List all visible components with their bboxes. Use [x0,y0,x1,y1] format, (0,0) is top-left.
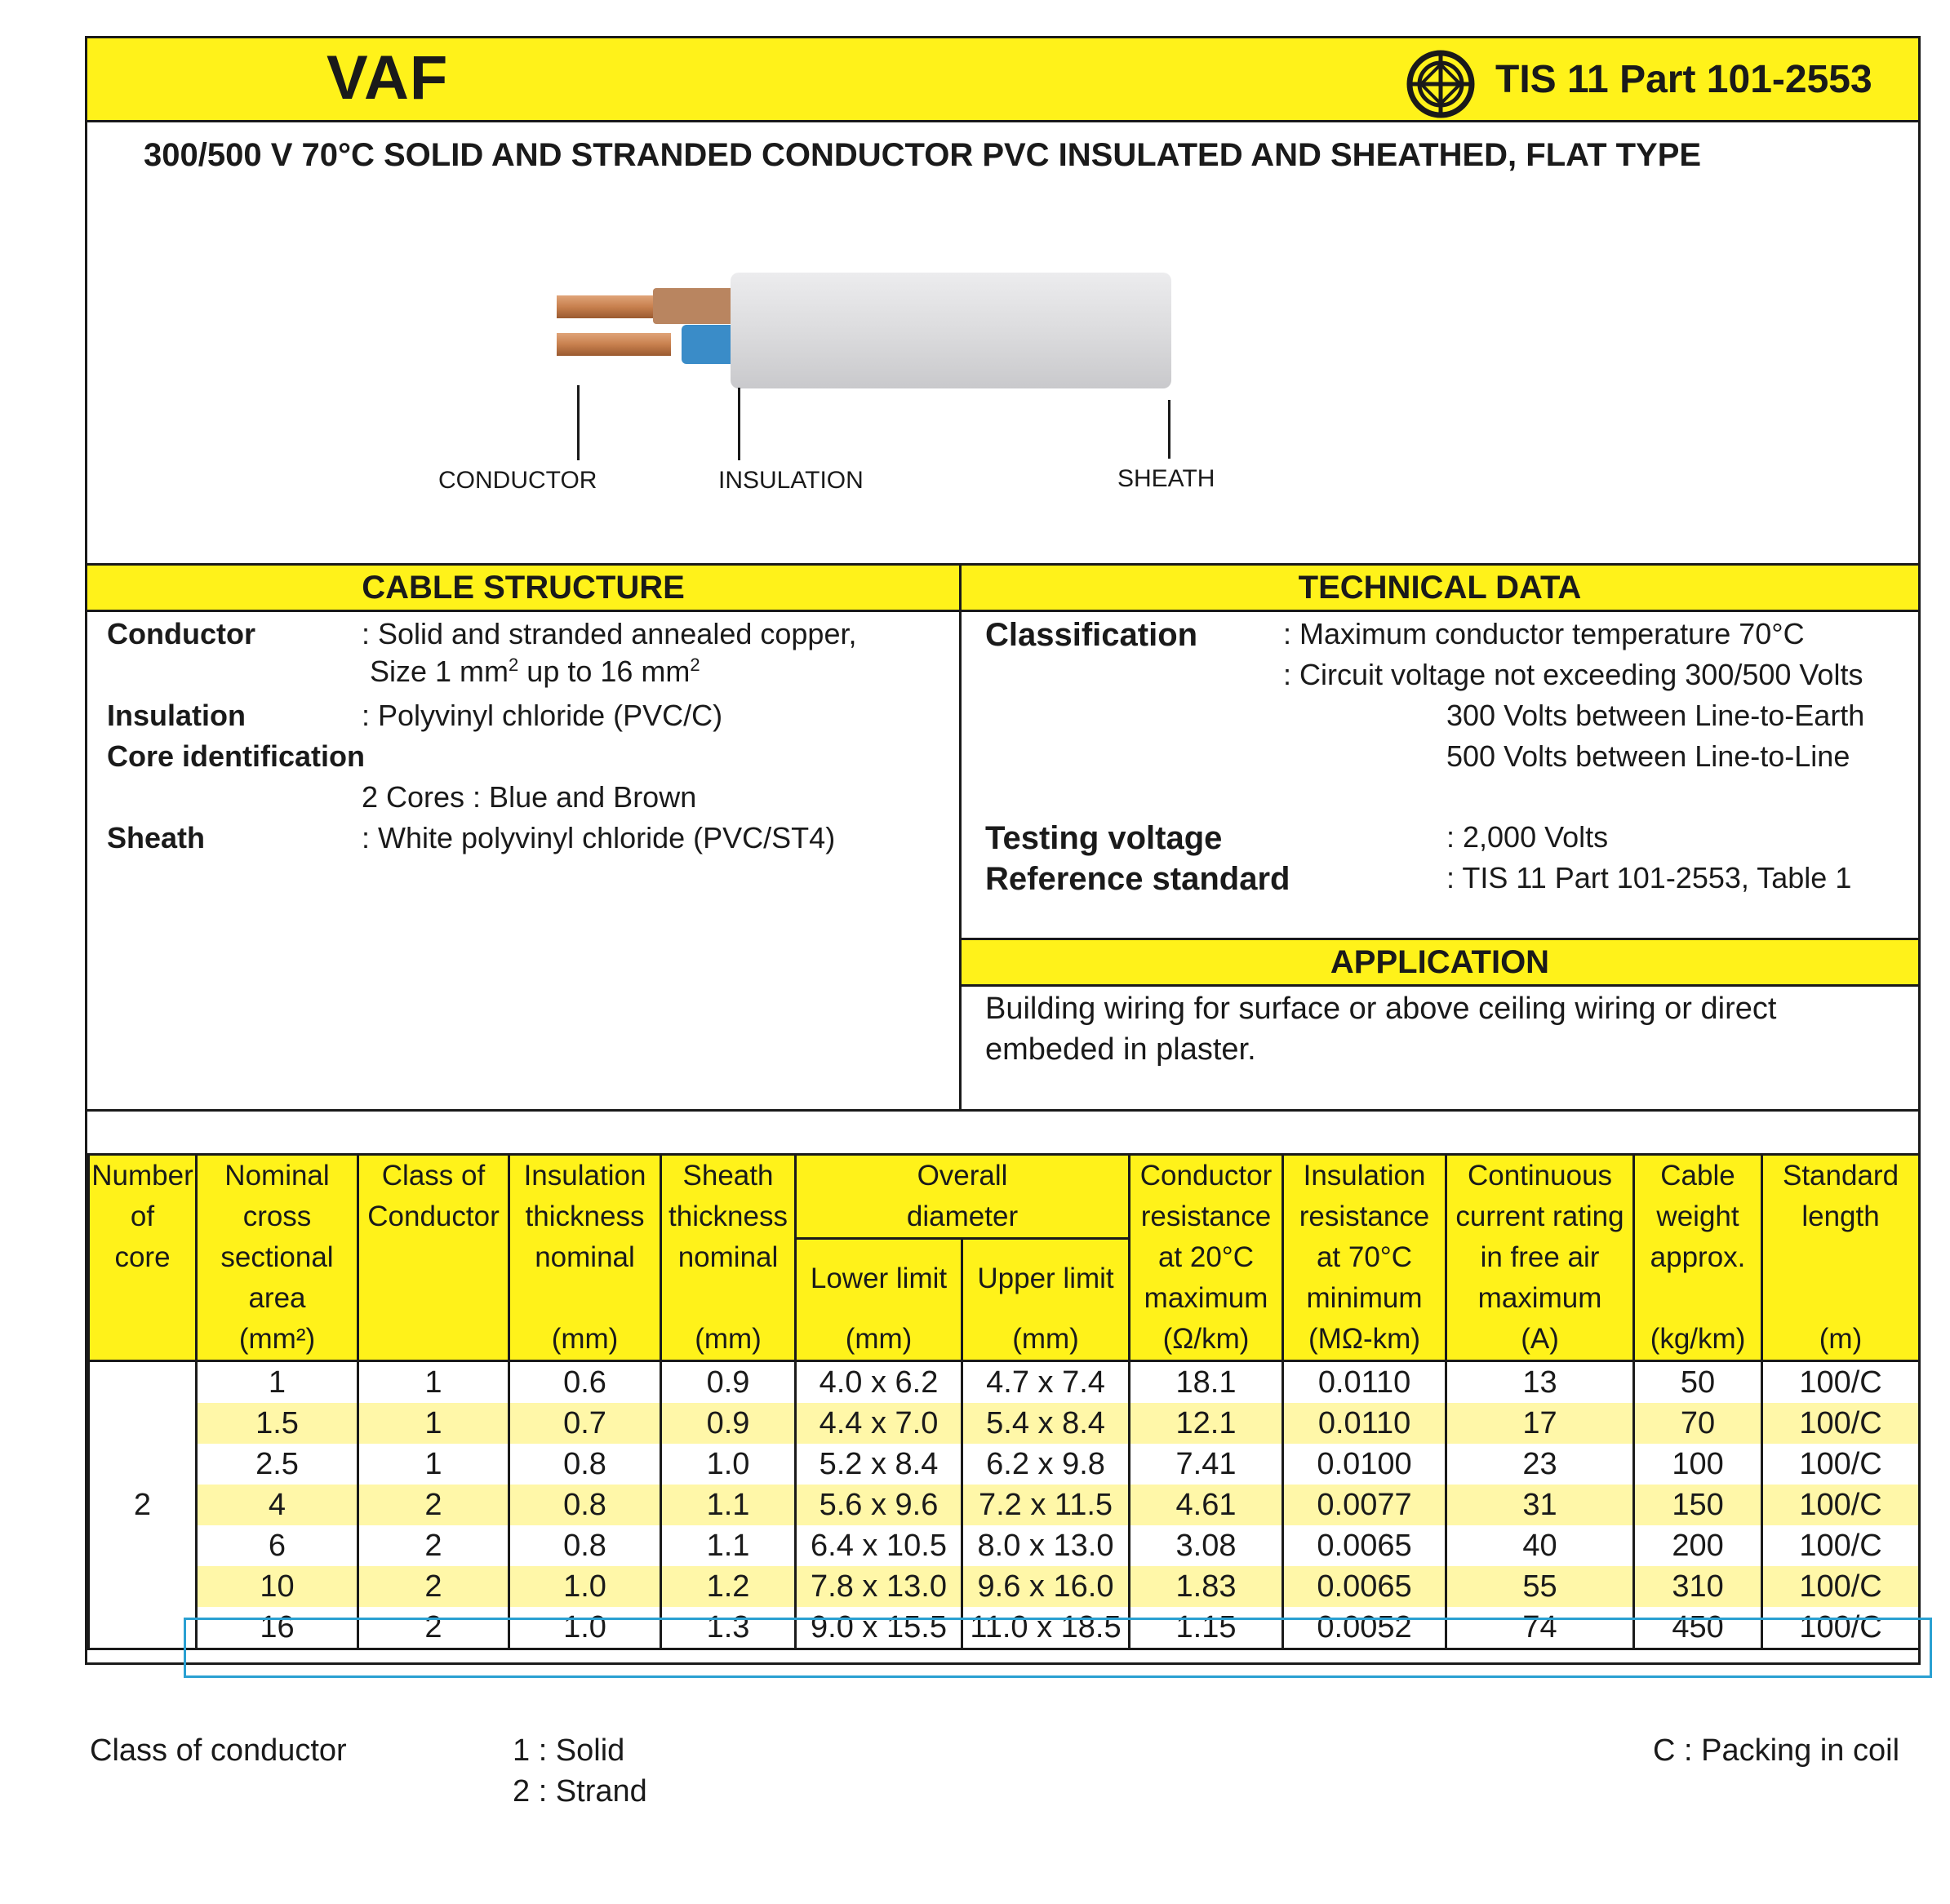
cell-area: 6 [197,1525,358,1566]
header-lower-limit: Lower limit (mm) [796,1239,962,1361]
cell-standard-length: 100/C [1762,1607,1920,1649]
cell-current-rating: 23 [1446,1444,1634,1485]
copper-conductor-bottom [557,333,671,356]
cell-cable-weight: 70 [1634,1403,1762,1444]
table-row [89,1566,1920,1607]
classification-line-3: 300 Volts between Line-to-Earth [1446,699,1865,732]
cell-lower-limit: 5.2 x 8.4 [796,1444,962,1485]
core-identification-label: Core identification [107,739,366,773]
class-of-conductor-label: Class of conductor [90,1733,347,1768]
cell-area: 2.5 [197,1444,358,1485]
class-2-note: 2 : Strand [513,1774,647,1809]
header-area: Nominal cross sectional area (mm²) [197,1155,358,1361]
divider [85,610,1921,612]
classification-label: Classification [985,617,1198,653]
cell-cable-weight: 100 [1634,1444,1762,1485]
cell-area: 10 [197,1566,358,1607]
cell-class: 1 [358,1361,509,1404]
sheath-pointer [1168,400,1170,459]
conductor-field-value: : Solid and stranded annealed copper, [362,617,857,650]
cell-standard-length: 100/C [1762,1525,1920,1566]
header-cores: Number of core [89,1155,197,1361]
table-row [89,1525,1920,1566]
cell-conductor-resistance: 1.83 [1130,1566,1283,1607]
cell-area: 1 [197,1361,358,1404]
header-standard-length: Standard length (m) [1762,1155,1920,1361]
application-line-1: Building wiring for surface or above ceiling wiring or direct [985,992,1777,1026]
cable-illustration [531,253,1469,392]
application-heading: APPLICATION [962,940,1918,984]
cell-insulation-resistance: 0.0077 [1283,1485,1446,1525]
cell-lower-limit: 4.4 x 7.0 [796,1403,962,1444]
cell-insulation-resistance: 0.0110 [1283,1403,1446,1444]
cell-insulation-resistance: 0.0065 [1283,1525,1446,1566]
cell-lower-limit: 9.0 x 15.5 [796,1607,962,1649]
conductor-label: CONDUCTOR [438,467,597,494]
cell-class: 1 [358,1403,509,1444]
cell-conductor-resistance: 1.15 [1130,1607,1283,1649]
cell-insulation-thickness: 0.8 [509,1525,661,1566]
header-cable-weight: Cable weight approx. (kg/km) [1634,1155,1762,1361]
header-class: Class of Conductor [358,1155,509,1361]
header-insulation-thickness: Insulation thickness nominal (mm) [509,1155,661,1361]
table-row [89,1444,1920,1485]
insulation-pointer [738,388,740,460]
cell-upper-limit: 5.4 x 8.4 [962,1403,1130,1444]
core-identification-value: 2 Cores : Blue and Brown [362,780,697,814]
cell-insulation-thickness: 0.8 [509,1485,661,1525]
divider [85,120,1921,122]
class-1-note: 1 : Solid [513,1733,625,1768]
cell-sheath-thickness: 1.3 [661,1607,796,1649]
white-sheath [731,273,1171,388]
cell-current-rating: 40 [1446,1525,1634,1566]
cell-core-count: 2 [89,1361,197,1649]
classification-line-4: 500 Volts between Line-to-Line [1446,739,1850,773]
cell-insulation-resistance: 0.0065 [1283,1566,1446,1607]
cell-class: 2 [358,1607,509,1649]
cell-insulation-thickness: 0.7 [509,1403,661,1444]
cell-current-rating: 31 [1446,1485,1634,1525]
cell-standard-length: 100/C [1762,1403,1920,1444]
cell-sheath-thickness: 1.1 [661,1525,796,1566]
table-row [89,1485,1920,1525]
cell-standard-length: 100/C [1762,1485,1920,1525]
application-line-2: embeded in plaster. [985,1032,1256,1067]
cell-conductor-resistance: 4.61 [1130,1485,1283,1525]
insulation-label: INSULATION [718,467,864,494]
selection-highlight [184,1618,1932,1678]
cell-insulation-resistance: 0.0110 [1283,1361,1446,1404]
cell-cable-weight: 200 [1634,1525,1762,1566]
conductor-field-label: Conductor [107,617,255,650]
cell-conductor-resistance: 3.08 [1130,1525,1283,1566]
technical-data-heading: TECHNICAL DATA [962,566,1918,610]
cell-conductor-resistance: 7.41 [1130,1444,1283,1485]
cell-sheath-thickness: 1.1 [661,1485,796,1525]
conductor-pointer [577,385,580,460]
classification-line-2: : Circuit voltage not exceeding 300/500 Volts [1283,658,1863,691]
sheath-label: SHEATH [1117,465,1215,492]
cell-upper-limit: 8.0 x 13.0 [962,1525,1130,1566]
cell-sheath-thickness: 0.9 [661,1403,796,1444]
cell-upper-limit: 9.6 x 16.0 [962,1566,1130,1607]
cell-conductor-resistance: 18.1 [1130,1361,1283,1404]
testing-voltage-label: Testing voltage [985,820,1223,856]
cell-lower-limit: 7.8 x 13.0 [796,1566,962,1607]
cell-conductor-resistance: 12.1 [1130,1403,1283,1444]
cell-standard-length: 100/C [1762,1566,1920,1607]
cell-insulation-thickness: 0.8 [509,1444,661,1485]
sheath-field-label: Sheath [107,821,206,854]
cell-sheath-thickness: 0.9 [661,1361,796,1404]
header-insulation-resistance: Insulation resistance at 70°C minimum (MΩ-km) [1283,1155,1446,1361]
insulation-field-label: Insulation [107,699,246,732]
reference-standard-value: : TIS 11 Part 101-2553, Table 1 [1446,861,1852,894]
cell-cable-weight: 50 [1634,1361,1762,1404]
cell-standard-length: 100/C [1762,1361,1920,1404]
cell-cable-weight: 450 [1634,1607,1762,1649]
standard-reference: TIS 11 Part 101-2553 [1495,58,1872,101]
product-code: VAF [326,43,449,113]
cell-sheath-thickness: 1.0 [661,1444,796,1485]
cell-class: 2 [358,1485,509,1525]
cell-lower-limit: 4.0 x 6.2 [796,1361,962,1404]
cell-standard-length: 100/C [1762,1444,1920,1485]
cell-cable-weight: 310 [1634,1566,1762,1607]
divider [959,984,1921,987]
insulation-field-value: : Polyvinyl chloride (PVC/C) [362,699,723,732]
cell-upper-limit: 6.2 x 9.8 [962,1444,1130,1485]
cell-current-rating: 17 [1446,1403,1634,1444]
cell-class: 2 [358,1566,509,1607]
cell-area: 4 [197,1485,358,1525]
conductor-size: Size 1 $mm^2$ up to 16 $mm^2$ [370,655,700,688]
cell-insulation-thickness: 1.0 [509,1607,661,1649]
specification-table-body [89,1361,1920,1649]
cell-current-rating: 74 [1446,1607,1634,1649]
cable-structure-heading: CABLE STRUCTURE [87,566,959,610]
cell-current-rating: 55 [1446,1566,1634,1607]
header-upper-limit: Upper limit (mm) [962,1239,1130,1361]
testing-voltage-value: : 2,000 Volts [1446,820,1609,854]
table-row [89,1361,1920,1404]
reference-standard-label: Reference standard [985,861,1290,897]
cell-upper-limit: 11.0 x 18.5 [962,1607,1130,1649]
tis-certification-icon [1406,50,1475,118]
divider [85,1109,1921,1112]
cell-insulation-resistance: 0.0100 [1283,1444,1446,1485]
cell-insulation-thickness: 0.6 [509,1361,661,1404]
cell-insulation-resistance: 0.0052 [1283,1607,1446,1649]
cell-upper-limit: 7.2 x 11.5 [962,1485,1130,1525]
table-row [89,1403,1920,1444]
packing-note: C : Packing in coil [1653,1733,1900,1768]
cell-class: 1 [358,1444,509,1485]
cell-lower-limit: 6.4 x 10.5 [796,1525,962,1566]
page-subtitle: 300/500 V 70°C SOLID AND STRANDED CONDUCTOR PVC INSULATED AND SHEATHED, FLAT TYPE [144,137,1702,173]
header-overall-diameter: Overall diameter [796,1155,1130,1239]
cell-area: 1.5 [197,1403,358,1444]
header-conductor-resistance: Conductor resistance at 20°C maximum (Ω/km) [1130,1155,1283,1361]
cell-insulation-thickness: 1.0 [509,1566,661,1607]
specification-table [87,1153,1921,1650]
sheath-field-value: : White polyvinyl chloride (PVC/ST4) [362,821,836,854]
classification-line-1: : Maximum conductor temperature 70°C [1283,617,1805,650]
cell-upper-limit: 4.7 x 7.4 [962,1361,1130,1404]
cell-cable-weight: 150 [1634,1485,1762,1525]
cell-current-rating: 13 [1446,1361,1634,1404]
cell-lower-limit: 5.6 x 9.6 [796,1485,962,1525]
divider [959,563,962,1112]
cell-sheath-thickness: 1.2 [661,1566,796,1607]
header-current-rating: Continuous current rating in free air maximum (A) [1446,1155,1634,1361]
cell-area: 16 [197,1607,358,1649]
cell-class: 2 [358,1525,509,1566]
header-sheath-thickness: Sheath thickness nominal (mm) [661,1155,796,1361]
